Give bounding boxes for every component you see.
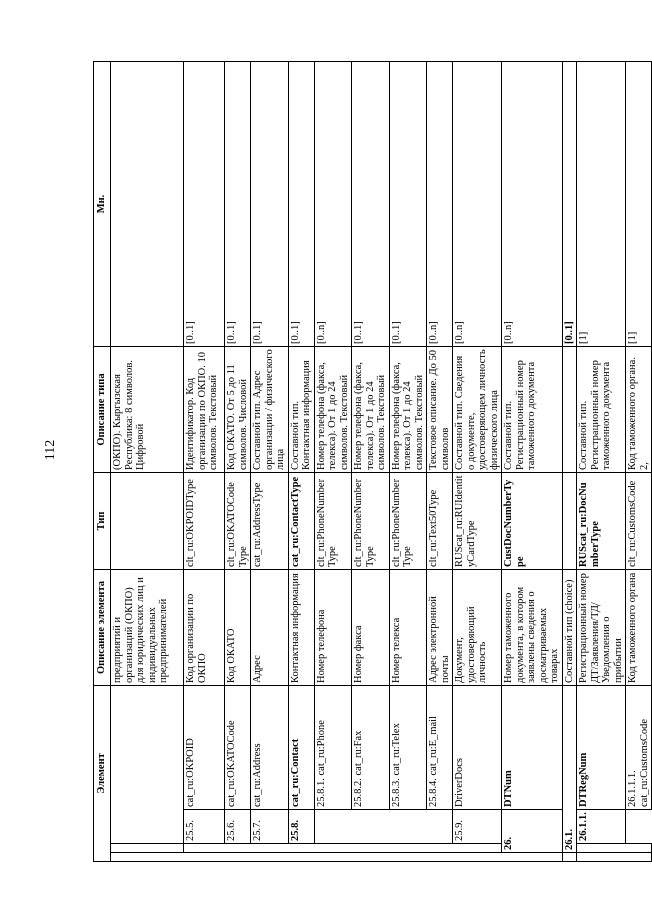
row-multiplicity: [1] (577, 62, 626, 347)
row-number: 25.8. (288, 810, 314, 844)
row-element (352, 686, 390, 810)
row-type-description: Идентификатор. Код организации по ОКПО. 10 символов. Текстовый (184, 347, 225, 473)
row-description: Документ, удостоверяющий личность (453, 570, 502, 686)
row-type-description: Составной тип. Регистрационный номер таможенного документа (577, 347, 626, 473)
row-type-description: Номер телефона (факса, телекса). От 1 до 24 символов. Текстовый (314, 347, 352, 473)
table-row (427, 62, 453, 862)
row-type: clt_ru:OKATOCode Type (225, 473, 251, 570)
row-type: clt_ru:PhoneNumber Type (352, 473, 390, 570)
row-multiplicity: [0..1] (184, 62, 225, 347)
table-row (626, 62, 652, 862)
row-type-description: Номер телефона (факса, телекса). От 1 до 24 символов. Текстовый (352, 347, 390, 473)
row-number: 25.8.4. (428, 778, 439, 807)
row-number: 26. (502, 810, 563, 853)
row-multiplicity: [0..1] (251, 62, 289, 347)
row-element-name: cat_ru:E_mail (428, 716, 439, 776)
row-type: cat_ru:AddressType (251, 473, 289, 570)
row-description: Адрес электронной почты (427, 570, 453, 686)
row-element (314, 686, 352, 810)
row-description: Составной тип (choice) (562, 570, 577, 686)
table-row (111, 62, 184, 862)
row-type-description: Код ОКАТО. От 5 до 11 символов. Числовой (225, 347, 251, 473)
header-element-desc: Описание элемента (94, 570, 111, 686)
row-type: clt_ru:PhoneNumber Type (389, 473, 427, 570)
table-row (502, 62, 563, 862)
row-type-description: Составной тип. Сведения о документе, удостоверяющем личность физического лица (453, 347, 502, 473)
row-type: cat_ru:ContactType (288, 473, 314, 570)
row-multiplicity: [0..n] (502, 62, 563, 347)
row-number: 25.8.1. (315, 778, 327, 807)
row-element: cat_ru:Address (251, 686, 289, 810)
table-row (184, 62, 225, 862)
table-row (577, 62, 626, 862)
row-type: clt_ru:PhoneNumber Type (314, 473, 352, 570)
row-multiplicity: [0..n] (314, 62, 352, 347)
row-description: Адрес (251, 570, 289, 686)
table-row (453, 62, 502, 862)
row-type-description: Составной тип. Контактная информация (288, 347, 314, 473)
row-number: 25.8.2. (353, 778, 364, 807)
table-row (251, 62, 289, 862)
row-number: 25.7. (251, 810, 289, 844)
row-element (389, 686, 427, 810)
row-element (427, 686, 453, 810)
row-element: DTNum (502, 686, 563, 810)
element-table (93, 61, 652, 862)
row-description: Контактная информация (288, 570, 314, 686)
row-multiplicity: [0..1] (288, 62, 314, 347)
row-type-description: Текстовое описание. До 50 символов (427, 347, 453, 473)
header-multiplicity: Мн. (94, 62, 111, 347)
row-element: cat_ru:OKPOID (184, 686, 225, 810)
row-number: 25.6. (225, 810, 251, 844)
header-type: Тип (94, 473, 111, 570)
row-number: 25.9. (453, 810, 502, 844)
row-multiplicity: [0..1] (352, 62, 390, 347)
row-number: 26.1.1. (577, 810, 626, 844)
row-multiplicity: [1] (626, 62, 652, 347)
row-element: cat_ru:OKATOCode (225, 686, 251, 810)
row-description: Код таможенного органа (626, 570, 652, 686)
row-element-name: cat_ru:Phone (315, 720, 327, 776)
row-type: RUScat_ru:RUIdentit yCardType (453, 473, 502, 570)
row-type: clt_ru:OKPOIDType (184, 473, 225, 570)
row-description: Номер телекса (389, 570, 427, 686)
row-type: clt_ru:Text50Type (427, 473, 453, 570)
row-multiplicity: [0..1] (389, 62, 427, 347)
row-element-name: cat_ru:Fax (353, 730, 364, 776)
row-type: RUScat_ru:DocNu mberType (577, 473, 626, 570)
page-number: 112 (43, 439, 58, 461)
row-multiplicity: [0..n] (453, 62, 502, 347)
row-description: Регистрационный номер ДТ/Заявления/ТД/Уведомления о прибытии (577, 570, 626, 686)
row-number: 26.1. (562, 686, 577, 853)
row-type-description: Номер телефона (факса, телекса). От 1 до 24 символов. Текстовый (389, 347, 427, 473)
row-description: Номер таможенного документа, в котором заявлены сведения о досматриваемых товарах (502, 570, 563, 686)
table-row (389, 62, 427, 862)
row-type-description: Составной тип. Адрес организации / физического лица (251, 347, 289, 473)
row-type-description: Код таможенного органа. 2, (626, 347, 652, 473)
row-element: DTRegNum (577, 686, 626, 810)
table-row (225, 62, 251, 862)
table-row (314, 62, 352, 862)
row-number: 25.5. (184, 810, 225, 844)
row-type-description: (ОКПО). Кыргызская Республика: 8 символов. Цифровой (111, 347, 184, 473)
row-description: Номер телефона (314, 570, 352, 686)
table-header (94, 62, 111, 862)
table-row (352, 62, 390, 862)
table-row (288, 62, 314, 862)
row-multiplicity: [0..n] (427, 62, 453, 347)
row-multiplicity: [0..1] (225, 62, 251, 347)
row-description: Код организации по ОКПО (184, 570, 225, 686)
row-type: CustDocNumberTy pe (502, 473, 563, 570)
row-element: cat_ru:Contact (288, 686, 314, 810)
row-element-name: cat_ru:Telex (390, 723, 402, 776)
row-multiplicity: [0..1] (562, 62, 577, 347)
row-type: clt_ru:CustomsCode (626, 473, 652, 570)
header-type-desc: Описание типа (94, 347, 111, 473)
row-description: предприятий и организаций (ОКПО) для юридических лиц и индивидуальных предпринимателей (111, 570, 184, 686)
table-row (562, 62, 577, 862)
rotated-table-area (93, 62, 650, 862)
row-element-name: cat_ru:CustomsCode (638, 718, 650, 807)
row-element (626, 686, 652, 810)
row-type-description: Составной тип. Регистрационный номер таможенного документа (502, 347, 563, 473)
row-element: DriverDocs (453, 686, 502, 810)
header-element: Элемент (94, 686, 111, 862)
row-description: Код ОКАТО (225, 570, 251, 686)
row-description: Номер факса (352, 570, 390, 686)
row-number: 25.8.3. (390, 778, 402, 807)
row-number: 26.1.1.1. (627, 770, 638, 807)
